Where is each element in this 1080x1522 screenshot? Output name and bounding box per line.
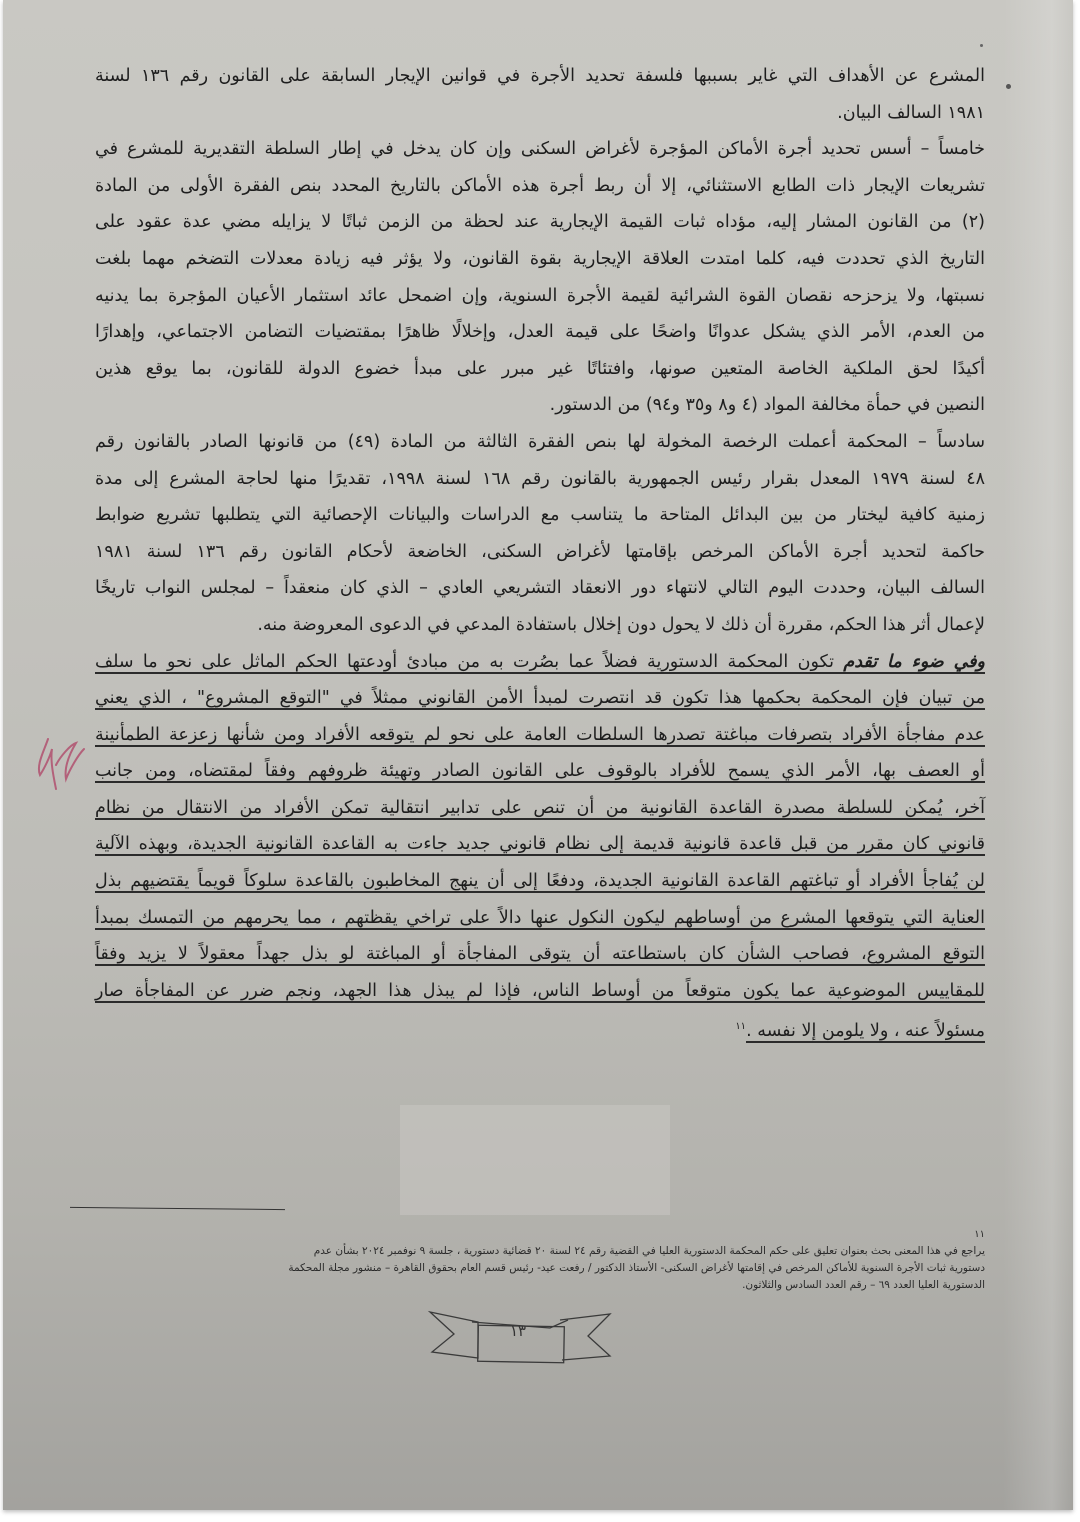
footnote-text: يراجع في هذا المعنى بحث بعنوان تعليق على حكم المحكمة الدستورية العليا في القضية رقم ٢٤ لسنة ٢٠ قضائية دستورية ، جلسة ٩ نوفمبر ٢٠٢٤ بشأن عدم [313,1245,985,1257]
text-line: لإعمال أثر هذا الحكم، مقررة أن ذلك لا يحول دون إخلال باستفادة المدعي في الدعوى المعروضة منه. [257,614,985,635]
text-line: تشريعات الإيجار ذات الطابع الاستثنائي، إلا أن ربط أجرة هذه الأماكن بالتاريخ المحدد بنص الفقرة الأولى من المادة [95,175,985,196]
speck [980,44,983,47]
text-line: زمنية كافية ليختار من بين البدائل المتاحة ما يتناسب مع الدراسات والبيانات الإحصائية التي يتطلبها تشريع ضوابط [95,505,985,526]
text-line [95,790,985,827]
text-line [95,680,985,717]
footnote [70,1226,985,1294]
underlined-text: من تبيان فإن المحكمة بحكمها هذا تكون قد انتصرت لمبدأ الأمن القانوني ممثلاً في "التوقع المشروع" ، الذي يعني [95,688,985,709]
footnote-ref: ١١ [735,1021,747,1033]
text-line: السالف البيان، وحددت اليوم التالي لانتهاء دور الانعقاد التشريعي العادي – الذي كان منعقداً – لمجلس النواب تاريخًا [95,578,985,599]
text-line [95,863,985,900]
text-line: خامساً – أسس تحديد أجرة الأماكن المؤجرة لأغراض السكنى وإن كان يدخل في إطار السلطة التقديرية للمشرع في [95,139,985,160]
text-line: من العدم، الأمر الذي يشكل عدوانًا واضحًا على قيمة العدل، وإخلالًا ظاهرًا بمقتضيات التضامن الاجتماعي، وإهدارًا [95,322,985,343]
paragraph-conclusion [95,644,985,1050]
footnote-number: ١١ [974,1229,985,1240]
underlined-text: لن يُفاجأ الأفراد أو تباغتهم القاعدة القانونية الجديدة، ودفعًا إلى أن ينهج المخاطبون بالقاعدة سلوكاً قويماً يقتضيهم بذل [95,871,985,892]
text-line [95,644,985,681]
text-line [95,973,985,1010]
footnote-line: الدستورية العليا العدد ٦٩ – رقم العدد السادس والثلاثون. [742,1279,985,1291]
text-line: حاكمة لتحديد أجرة الأماكن المرخص بإقامتها لأغراض السكنى، الخاضعة لأحكام القانون رقم ١٣٦ لسنة ١٩٨١ [95,541,985,562]
underlined-text: عدم مفاجأة الأفراد بتصرفات مباغتة تصدرها السلطات العامة على نحو لم يتوقعه الأفراد ومن شأنها زعزعة الطمأنينة [95,724,985,745]
text-line: ٤٨ لسنة ١٩٧٩ المعدل بقرار رئيس الجمهورية بالقانون رقم ١٦٨ لسنة ١٩٩٨، تقديرًا منها لحاجة المشرع إلى مدة [95,468,986,489]
underlined-text: قانوني كان مقرر من قبل قاعدة قانونية قديمة إلى نظام قانوني جديد جاءت به القاعدة القانونية الجديدة، وبهذه الآلية [95,834,985,855]
underlined-text: التوقع المشروع، فصاحب الشأن كان باستطاعته أن يتوقى المفاجأة أو المباغتة لو بذل جهداً معقولاً لا يزيد وفقاً [95,944,985,965]
bullet-dot [1006,84,1011,89]
lead-phrase: وفي ضوء ما تقدم [843,651,985,672]
blank-area [400,1105,670,1215]
paragraph-sixth [95,424,985,644]
text-segment: تكون المحكمة الدستورية فضلاً عما بصُرت به من مبادئ أودعتها الحكم الماثل على نحو ما سلف [95,651,835,672]
text-line [95,900,985,937]
underlined-text: العناية التي يتوقعها المشرع من أوساطهم ليكون النكول عنها دالاً على تراخي يقظتهم ، مما يحرمهم من التمسك بمبدأ [95,907,985,928]
text-line: النصين في حمأة مخالفة المواد (٤ و٨ و٣٥ و٩٤) من الدستور. [549,395,985,416]
text-line: نسبتها، ولا يزحزحه نقصان القوة الشرائية لقيمة الأجرة السنوية، وإن اضمحل عائد استثمار الأعيان المؤجرة بما يدنيه [95,285,985,306]
body-text [95,58,985,1050]
text-line [95,753,985,790]
underlined-text: مسئولاً عنه ، ولا يلومن إلا نفسه . [746,1021,985,1042]
text-line [95,936,985,973]
text-line [95,717,985,754]
paragraph-continuation [95,58,985,131]
check-mark-annotation-icon [30,735,90,795]
underlined-text: أو العصف بها، الأمر الذي يسمح للأفراد بالوقوف على القانون الصادر وتهيئة ظروفهم وفقاً لمقتضاه، ومن جانب [95,761,985,782]
paragraph-fifth [95,131,985,424]
underlined-text: آخر، يُمكن للسلطة مصدرة القاعدة القانونية من أن تنص على تدابير انتقالية تمكن الأفراد من الانتقال من نظام [95,797,985,818]
underlined-text: للمقاييس الموضوعية عما يكون متوقعاً من أوساط الناس، فإذا لم يبذل هذا الجهد، ونجم ضرر عن المفاجأة صار [95,980,985,1001]
footnote-line [70,1226,985,1260]
text-line: التاريخ الذي تحددت فيه، كلما امتدت العلاقة الإيجارية بقوة القانون، ولا يؤثر فيه زيادة معدلات التضخم مهما بلغت [95,248,985,269]
text-line [95,1009,985,1049]
text-line: أكيدًا لحق الملكية الخاصة المتعين صونها، وافتئاتًا غير مبرر على مبدأ خضوع الدولة للقانون، بما يوقع هذين [95,358,985,379]
text-line [95,826,985,863]
footnote-line: دستورية ثبات الأجرة السنوية للأماكن المرخص في إقامتها لأغراض السكنى- الأستاذ الدكتور / رفعت عيد- رئيس قسم العام بحقوق القاهرة – منشور مجلة المحكمة [288,1262,985,1274]
text-line: سادساً – المحكمة أعملت الرخصة المخولة لها بنص الفقرة الثالثة من المادة (٤٩) من قانونها الصادر بالقانون رقم [95,431,985,452]
page-fold-shadow [1003,0,1073,1510]
text-line: (٢) من القانون المشار إليه، مؤداه ثبات القيمة الإيجارية عند لحظة من الزمن ثباتًا لا يزايله مضي عدة عقود على [95,212,985,233]
text-line: المشرع عن الأهداف التي غاير بسببها فلسفة تحديد الأجرة في قوانين الإيجار السابقة على القانون رقم ١٣٦ لسنة [95,66,985,86]
text-line: ١٩٨١ السالف البيان. [837,102,985,123]
page-number: ١٣ [509,1322,527,1340]
